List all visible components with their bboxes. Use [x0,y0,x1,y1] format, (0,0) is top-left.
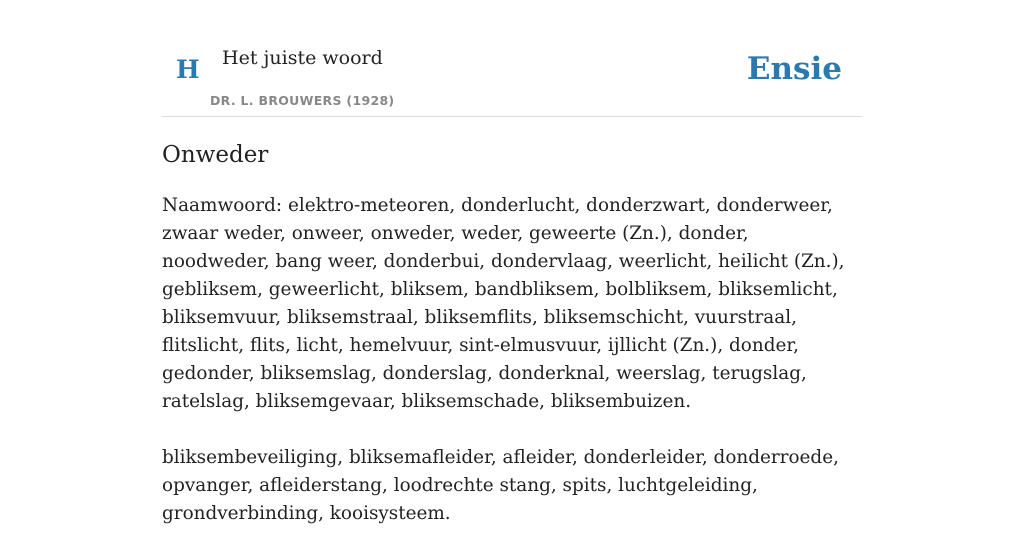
book-header [162,0,862,117]
ensie-logo[interactable]: Ensie [746,51,842,87]
entry-title: Onweder [162,142,269,168]
book-initial-icon[interactable]: H [176,55,200,84]
book-title-link[interactable]: Het juiste woord [222,47,383,69]
entry-paragraph: Naamwoord: elektro-meteoren, donderlucht, donderzwart, donderweer, zwaar weder, onweer, onweder, weder, geweerte (Zn.), donder, noodweder, bang weer, donderbui, dondervlaag, weerlicht, heilicht (Zn.), gebliksem, geweerlicht, bliksem, bandbliksem, bolbliksem, bliksemlicht, bliksemvuur, bliksemstraal, bliksemflits, bliksemschicht, vuurstraal, flitslicht, flits, licht, hemelvuur, sint-elmusvuur, ijllicht (Zn.), donder, gedonder, bliksemslag, donderslag, donderknal, weerslag, terugslag, ratelslag, bliksemgevaar, bliksemschade, bliksembuizen. [162,195,845,412]
entry-paragraph: bliksembeveiliging, bliksemafleider, afleider, donderleider, donderroede, opvanger, afleiderstang, loodrechte stang, spits, luchtgeleiding, grondverbinding, kooisysteem. [162,447,839,524]
book-author: DR. L. BROUWERS (1928) [210,93,395,108]
entry-body [162,192,862,556]
